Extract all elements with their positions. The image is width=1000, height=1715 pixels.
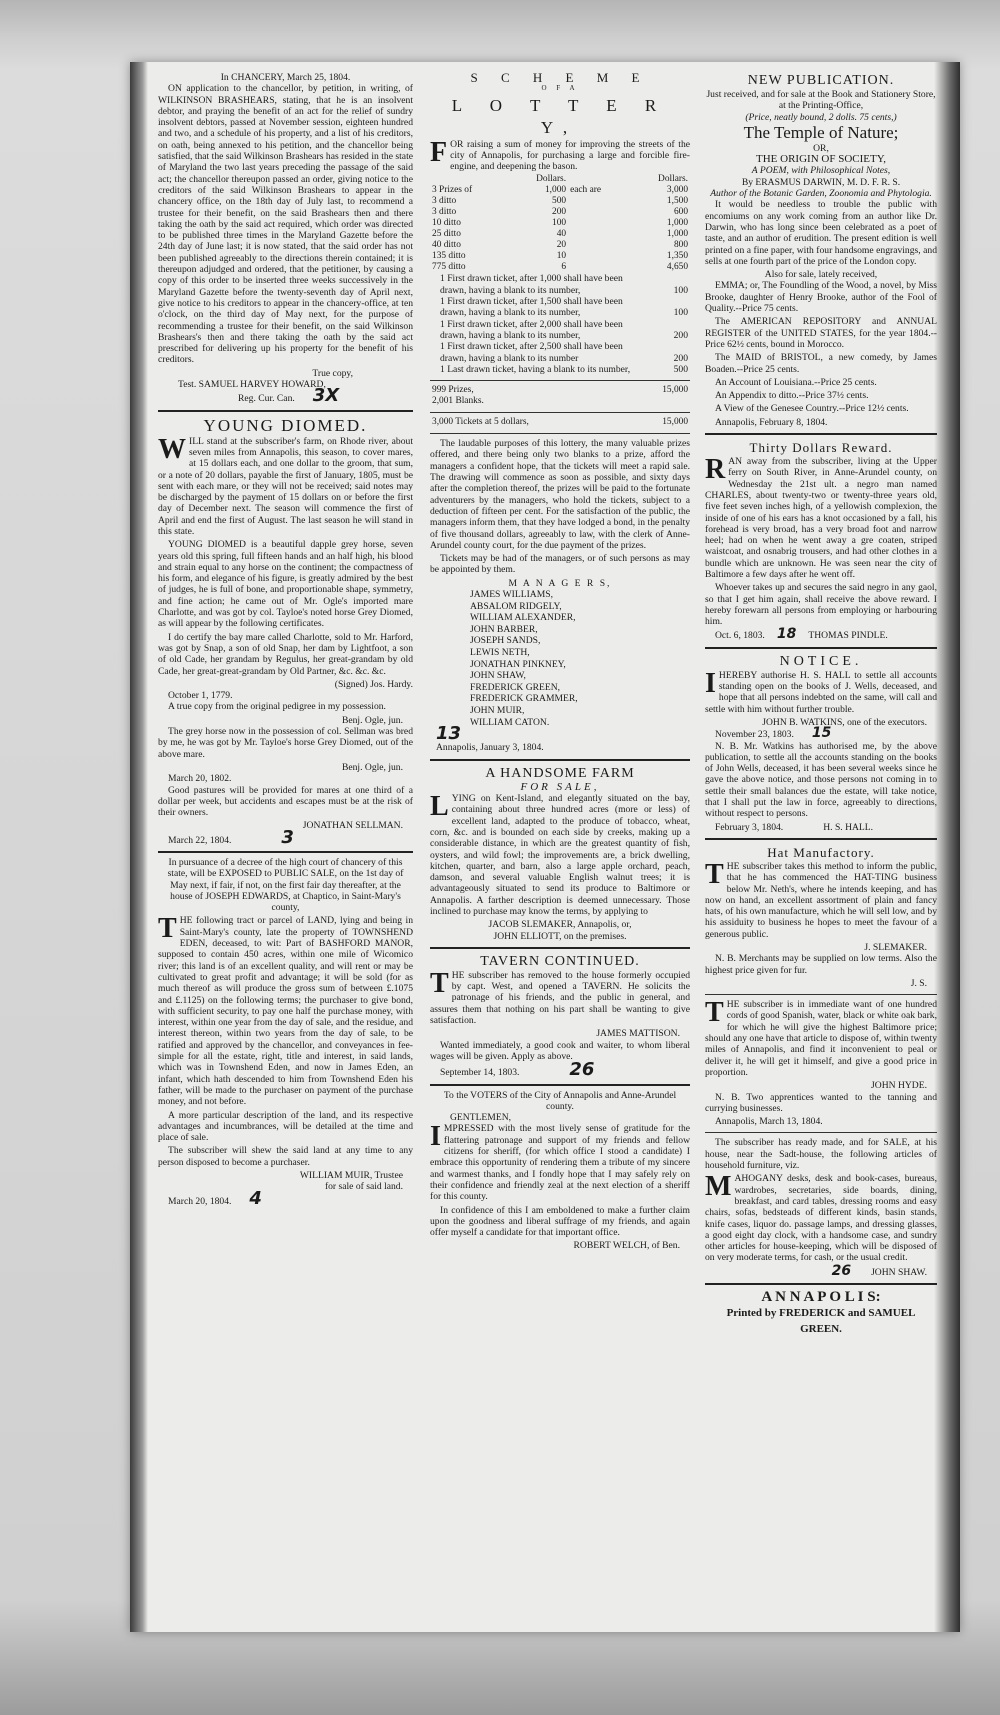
bark-date: Annapolis, March 13, 1804. (715, 1116, 823, 1128)
publication-body: It would be needless to trouble the public with encomiums on any work coming from an author like Dr. Darwin, who has long since been celebrated as a poet of taste, and an author of erudition. The present edition is well printed on a fine paper, with four handsome engravings, and sells at one fourth part of the price of the London copy. (705, 199, 937, 267)
page-shadow-left (130, 62, 148, 1632)
page-shadow-right (934, 62, 960, 1632)
prize-table-header-amount: Dollars. (536, 174, 567, 185)
summary-tickets-total: 15,000 (662, 417, 688, 428)
prize-row (430, 262, 690, 273)
divider (705, 1132, 937, 1133)
divider (705, 1283, 937, 1285)
prize-amount: 6 (561, 262, 567, 273)
prize-row (430, 229, 690, 240)
dropcap: M (705, 1171, 732, 1203)
voters-body (430, 1123, 690, 1202)
young-diomed-sig3: JONATHAN SELLMAN. (302, 820, 403, 832)
publication-author: Author of the Botanic Garden, Zoonomia and Phytologia. (710, 188, 932, 200)
prize-total: 3,000 (666, 185, 688, 196)
divider (158, 410, 413, 412)
summary-row (430, 385, 690, 396)
publication-item6: A View of the Genesee Country.--Price 12½ cents. (715, 403, 909, 415)
summary-row (430, 396, 690, 407)
publication-item3: The MAID of BRISTOL, a new comedy, by James Boaden.--Price 25 cents. (705, 352, 937, 375)
furniture-body (705, 1173, 937, 1263)
summary-blanks: 2,001 Blanks. (432, 396, 484, 407)
prize-qty: 40 ditto (432, 240, 461, 251)
summary-row (430, 417, 690, 428)
hat-heading: Hat Manufactory. (767, 844, 875, 860)
prize-qty: 3 ditto (432, 196, 457, 207)
tavern-body (430, 967, 690, 1027)
dropcap: F (430, 136, 448, 168)
farm-sig2: JOHN ELLIOTT, on the premises. (493, 930, 627, 942)
prize-total: 1,000 (666, 229, 688, 240)
notice-sig: JOHN B. WATKINS, one of the executors. (762, 716, 927, 728)
lottery-heading: L O T T E R Y, (451, 95, 669, 137)
publication-poem: A POEM, with Philosophical Notes, (751, 165, 891, 177)
hat-body (705, 858, 937, 940)
manager-name: FREDERICK GRAMMER, (470, 693, 578, 705)
prize-row (430, 196, 690, 207)
young-diomed-heading: YOUNG DIOMED. (203, 415, 368, 435)
prize-qty: 775 ditto (432, 262, 466, 273)
prize-total: 4,650 (666, 262, 688, 273)
prize-each (568, 251, 630, 262)
drawn-ticket-text: 1 First drawn ticket, after 1,500 shall have been drawn, having a blank to its number, (440, 296, 623, 319)
prize-amount: 20 (556, 240, 567, 251)
prize-each (568, 218, 630, 229)
chancery-heading: In CHANCERY, March 25, 1804. (220, 72, 351, 83)
prize-each: each are (570, 185, 602, 196)
publication-heading: NEW PUBLICATION. (747, 73, 895, 88)
prize-each (568, 240, 630, 251)
publication-item5: An Appendix to ditto.--Price 37½ cents. (715, 390, 869, 402)
dropcap: I (705, 667, 716, 699)
prize-rows (430, 185, 690, 273)
young-diomed-body2: YOUNG DIOMED is a beautiful dapple grey horse, seven years old this spring, full fifteen hands and an half high, his blood and strain equal to any horse on the continent; the compactness of his form, and elegance of his figure, is greatly admired by the best of judges, he is full of bone, and proportionable shape, symmetry, and fine action; he came out of Mr. Ogle's imported mare Charlotte, and was got by col. Tayloe's noted horse Grey Diomed, as will appear by the following certificates. (158, 539, 413, 630)
prize-qty: 25 ditto (432, 229, 461, 240)
prize-qty: 135 ditto (432, 251, 466, 262)
manager-name: LEWIS NETH, (470, 646, 530, 658)
imprint-printer2: GREEN. (800, 1323, 842, 1336)
furniture-footer (705, 1262, 937, 1279)
prize-each (568, 196, 630, 207)
scheme-heading: S C H E M E (470, 72, 650, 85)
notice-date-text: November 23, 1803. (715, 729, 794, 741)
sale-sig: WILLIAM MUIR, Trustee (299, 1170, 403, 1182)
prize-table-header (430, 174, 690, 185)
chancery-test: Test. SAMUEL HARVEY HOWARD, (178, 379, 326, 391)
tavern-heading: TAVERN CONTINUED. (480, 953, 640, 969)
young-diomed-signed: (Signed) Jos. Hardy. (334, 678, 413, 690)
dropcap: R (705, 454, 726, 486)
young-diomed-body1-text: ILL stand at the subscriber's farm, on Rhode river, about seven miles from Annapolis, this season, to cover mares, at 15 dollars each, and one dollar to the groom, that sum, or a note of 20 dollars, payable the first of January, 1805, must be sent with each mare, or they will not be received; said notes may be discharged by the payment of 15 dollars on or before the first day of December next. The season will commence the first of April and end the first of August. The last season he will stand in this state. (158, 435, 413, 537)
chancery-truecopy: True copy, (312, 367, 353, 379)
drawn-ticket-total: 100 (673, 284, 688, 296)
divider (430, 1084, 690, 1086)
young-diomed-body4: A true copy from the original pedigree in my possession. (168, 701, 386, 713)
hat-body-text: HE subscriber takes this method to inform the public, that he has commenced the HAT-TING business below Mr. Neth's, where he intends keeping, and has now on hand, an excellent assortment of plain and fancy hats, of his own manufacture, which he will sell low, and by his assiduity to business he hopes to meet the favour of a generous public. (705, 860, 937, 940)
divider (430, 759, 690, 761)
publication-by: By ERASMUS DARWIN, M. D. F. R. S. (741, 176, 901, 188)
prize-table (430, 174, 690, 273)
drawn-ticket-row (430, 273, 690, 296)
notice-body2: N. B. Mr. Watkins has authorised me, by the above publication, to settle all the accounts standing on the books of John Wells, deceased, it has been several weeks since he gave the above notice, and those persons not coming in to settle their small balances due the estate, will take notice, that I shall put the law in force, agreeably to directions, without respect to persons. (705, 740, 937, 820)
prize-amount: 10 (556, 251, 567, 262)
drawn-ticket-total: 200 (673, 329, 688, 341)
dropcap: I (430, 1121, 441, 1153)
column-right (705, 72, 937, 1617)
furniture-intro: The subscriber has ready made, and for SALE, at his house, near the Sadt-house, the following articles of household furniture, viz. (705, 1137, 937, 1172)
farm-body-text: YING on Kent-Island, and elegantly situated on the bay, containing about three hundred acres (more or less) of excellent land, adapted to the produce of tobacco, wheat, corn, &c. and is bounded on each side by creeks, making up a considerable distance, in which are the greatest quantity of fish, oysters, and wild fowl; the improvements are, a brick dwelling, kitchen, quarter, and barn, also a large apple orchard, peach, damson, and several valuable English walnut trees; it is advantageously situated to send its produce to Baltimore or Annapolis. A farther description is deemed unnecessary. Those inclined to purchase may know the terms, by applying to (430, 793, 690, 917)
column-middle (430, 72, 690, 1617)
lottery-date (430, 723, 690, 754)
prize-amount: 1,000 (544, 185, 567, 196)
divider (705, 433, 937, 435)
drawn-ticket-text: 1 Last drawn ticket, having a blank to its number, (440, 363, 631, 375)
drawn-ticket-row (430, 364, 690, 375)
handwritten-mark: 18 (776, 626, 797, 643)
chancery-body: ON application to the chancellor, by petition, in writing, of WILKINSON BRASHEARS, stating, that he is an insolvent debtor, and praying the benefit of an act for the relief of sundry insolvent debtors, passed at November session, eighteen hundred and two, and a schedule of his property, and a list of his creditors, on oath, being annexed to his petition, and the chancellor being satisfied, that the said Wilkinson Brashears has resided in the state of Maryland the two last years preceding the passage of the said act; the chancellor thereupon passed an order, giving notice to the creditors of the said Wilkinson Brashears to appear in the chancery office, on the 18th day of July last, to recommend a trustee for their benefit, on the said Brashears then and there taking the oath by the said act required, which order was directed to be published three times in the Maryland Gazette before the 24th day of June last; it is now stated, that the said order has not been published agreeably to the directions therein contained; it is thereupon adjudged and ordered, that the petitioner, by causing a copy of this order to be inserted three weeks successively in the Maryland Gazette before the twenty-seventh day of April next, give notice to his creditors to appear in the chancery-office, at ten o'clock, on the third day of May next, for the purpose of recommending a trustee for their benefit, on the said Wilkinson Brashears's then and there taking the oath by the said act prescribed for delivering up his property for the benefit of his creditors. (158, 83, 413, 366)
bark-nb: N. B. Two apprentices wanted to the tanning and currying businesses. (705, 1091, 937, 1114)
young-diomed-date3-text: March 22, 1804. (168, 834, 232, 846)
scheme-of: O F A (541, 84, 579, 93)
manager-name: JOSEPH SANDS, (470, 635, 541, 647)
prize-total: 800 (673, 240, 688, 251)
drawn-rows (430, 273, 690, 375)
young-diomed-date1: October 1, 1779. (168, 690, 233, 702)
hat-sig: J. SLEMAKER. (864, 942, 927, 953)
imprint-place: A N N A P O L I S: (761, 1289, 881, 1306)
prize-amount: 100 (552, 218, 567, 229)
manager-name: JAMES WILLIAMS, (470, 589, 553, 601)
ticket-summary (430, 417, 690, 428)
publication-item2: The AMERICAN REPOSITORY and ANNUAL REGISTER of the UNITED STATES, for the year 1804.--Price 62½ cents, bound in Morocco. (705, 316, 937, 350)
sale-body1-text: HE following tract or parcel of LAND, lying and being in Saint-Mary's county, late the property of TOWNSHEND EDEN, deceased, to wit: Part of BASHFORD MANOR, supposed to contain 450 acres, within one mile of Wicomico river; this land is of an excellent quality, and will rent or may be cultivated to great profit and advantage; it will be sold (for as much thereof as will produce the gross sum of between £.1075 and £.1125) on the following terms; the purchaser to give bond, with sufficient security, to pay one half the purchase money, with interest, within one year from the day of sale, and the residue, and interest thereon, within two years from the day of sale, to be ratified and approved by the chancellor, and conveyances in fee-simple for all the estate, right, title and interest, in said lands, which was in Townshend Eden, and now in James Eden, an infant, which hath descended to him from Townshend Eden his father, will be made to the purchaser on payment of the purchase money, and not before. (158, 915, 413, 1108)
sale-date-text: March 20, 1804. (168, 1195, 232, 1207)
imprint-printer: Printed by FREDERICK and SAMUEL (726, 1307, 916, 1320)
lottery-body2: Tickets may be had of the managers, or of such persons as may be appointed by them. (430, 553, 690, 576)
handwritten-mark: 3X (312, 385, 340, 407)
drawn-ticket-text: 1 First drawn ticket, after 1,000 shall have been drawn, having a blank to its number, (440, 273, 623, 296)
dropcap: T (705, 858, 724, 890)
reward-body2: Whoever takes up and secures the said negro in any gaol, so that I get him again, shall receive the above reward. I hereby forewarn all persons from employing or harbouring him. (705, 582, 937, 628)
handwritten-mark: 13 (436, 723, 462, 745)
summary-prizes-total: 15,000 (662, 385, 688, 396)
prize-row (430, 218, 690, 229)
prize-total: 1,350 (666, 251, 688, 262)
publication-also: Also for sale, lately received, (764, 269, 878, 281)
dropcap: L (430, 791, 449, 823)
divider (430, 433, 690, 434)
farm-heading: A HANDSOME FARM (485, 765, 635, 781)
sale-intro: In pursuance of a decree of the high court of chancery of this state, will be EXPOSED to PUBLIC SALE, on the 1st day of May next, if fair, if not, on the first fair day thereafter, at the house of JOSEPH EDWARDS, at Chaptico, in Saint-Mary's county, (167, 857, 404, 914)
manager-name: JOHN MUIR, (470, 704, 525, 716)
drawn-ticket-row (430, 296, 690, 319)
voters-gent: GENTLEMEN, (450, 1112, 512, 1124)
manager-name: ABSALOM RIDGELY, (470, 600, 562, 612)
lottery-date-text: Annapolis, January 3, 1804. (436, 742, 544, 754)
handwritten-mark: 4 (249, 1187, 262, 1209)
dropcap: T (158, 913, 177, 945)
reward-sig: THOMAS PINDLE. (808, 630, 888, 642)
prize-total: 1,500 (666, 196, 688, 207)
voters-body-text: MPRESSED with the most lively sense of gratitude for the flattering patronage and support of my friends and fellow citizens for sheriff, (for which office I stood a candidate) I embrace this opportunity of rendering them a tribute of my sincere and warmest thanks, and I fondly hope that I may safely rely on their confidence and friendly zeal at the next election of a sheriff for this county. (430, 1123, 690, 1203)
publication-intro: Just received, and for sale at the Book and Stationery Store, at the Printing-Office, (706, 89, 936, 112)
reward-date: Oct. 6, 1803. (715, 630, 765, 642)
divider (430, 380, 690, 381)
prize-qty: 3 Prizes of (432, 185, 473, 196)
prize-row (430, 251, 690, 262)
young-diomed-body1 (158, 433, 413, 538)
prize-table-header-total: Dollars. (658, 174, 688, 185)
young-diomed-body5: The grey horse now in the possession of col. Sellman was bred by me, he was got by Mr. Tayloe's horse Grey Diomed, out of the above mare. (158, 726, 413, 760)
furniture-body-text: AHOGANY desks, desk and book-cases, bureaus, wardrobes, secretaries, side boards, dining, breakfast, and card tables, dressing rooms and easy chairs, sofas, bedsteads of different kinds, basin stands, knife cases, liquor do. passage lamps, and dressing glasses, a good eight day clock, with a handsome case, and sundry other articles for house-keeping, which will be disposed of on very moderate terms, for cash, or the usual credit. (705, 1173, 937, 1264)
prize-row (430, 240, 690, 251)
prize-each (568, 262, 630, 273)
divider (705, 994, 937, 995)
publication-sub: THE ORIGIN OF SOCIETY, (756, 153, 886, 166)
prize-qty: 3 ditto (432, 207, 457, 218)
manager-name: FREDERICK GREEN, (470, 681, 561, 693)
notice-heading: NOTICE. (779, 653, 863, 669)
prize-table-header-qty (430, 174, 508, 185)
notice-date (705, 725, 937, 742)
divider (705, 647, 937, 649)
tavern-date-text: September 14, 1803. (440, 1067, 520, 1079)
bark-body-text: HE subscriber is in immediate want of one hundred cords of good Spanish, water, black or white oak bark, for which he will give the highest Baltimore price; should any one have that article to dispose of, within twenty miles of Annapolis, and find it inconvenient to peal or deliver it, he will get it himself, and give a good price in proportion. (705, 999, 937, 1078)
divider (705, 838, 937, 840)
managers-list (430, 589, 690, 728)
sale-sig2: for sale of said land. (324, 1181, 403, 1193)
tavern-sig: JAMES MATTISON. (596, 1028, 680, 1040)
summary-blank-cell (600, 396, 690, 407)
prize-amount: 500 (552, 196, 567, 207)
prize-amount: 40 (556, 229, 567, 240)
summary-tickets: 3,000 Tickets at 5 dollars, (432, 417, 529, 428)
notice-body-text: HEREBY authorise H. S. HALL to settle all accounts standing open on the books of J. Wells, deceased, and hope that all persons indebted on the same, will call and settle with him without further trouble. (705, 669, 937, 715)
managers-heading: M A N A G E R S, (508, 577, 612, 589)
manager-name: JONATHAN PINKNEY, (470, 658, 566, 670)
manager-name: WILLIAM ALEXANDER, (470, 612, 576, 624)
voters-heading: To the VOTERS of the City of Annapolis and Anne-Arundel county. (443, 1089, 677, 1112)
drawn-ticket-row (430, 319, 690, 342)
reward-footer (705, 626, 937, 643)
voters-body2: In confidence of this I am emboldened to make a further claim upon the goodness and liberal suffrage of my friends, and again offer myself a candidate for that important office. (430, 1204, 690, 1239)
sale-body2: A more particular description of the land, and its respective advantages and incumbrances, will be detailed at the time and place of sale. (158, 1109, 413, 1144)
divider (430, 412, 690, 413)
publication-price: (Price, neatly bound, 2 dolls. 75 cents,) (745, 111, 897, 123)
handwritten-mark: 26 (569, 1059, 595, 1081)
publication-title: The Temple of Nature; (743, 122, 899, 142)
farm-body (430, 793, 690, 917)
drawn-ticket-text: 1 First drawn ticket, after 2,500 shall have been drawn, having a blank to its number (440, 341, 623, 364)
manager-name: JOHN BARBER, (470, 623, 538, 635)
tavern-date (430, 1059, 690, 1081)
lottery-body: The laudable purposes of this lottery, the many valuable prizes offered, and there being only two blanks to a prize, afford the managers a confident hope, that the tickets will meet a rapid sale. The drawing will commence as soon as possible, and sixty days after the completion thereof, the prizes will be paid to the fortunate adventurers by the managers, who hold the tickets, subject to a deduction of fifteen per cent. For the satisfaction of the public, the managers inform them, that they have lodged a bond, in the penalty of five thousand dollars, agreeably to law, with the clerk of Anne-Arundel county court, for the due payment of the prizes. (430, 438, 690, 551)
young-diomed-date2: March 20, 1802. (168, 773, 232, 785)
prize-total: 1,000 (666, 218, 688, 229)
notice-sig2: H. S. HALL. (823, 821, 874, 833)
young-diomed-sig2: Benj. Ogle, jun. (341, 761, 403, 773)
drawn-ticket-total: 500 (673, 363, 688, 375)
chancery-reg-text: Reg. Cur. Can. (238, 393, 295, 405)
young-diomed-sig1: Benj. Ogle, jun. (341, 714, 403, 726)
dropcap: T (430, 967, 449, 999)
manager-name: JOHN SHAW, (470, 670, 526, 682)
reward-body (705, 456, 937, 580)
drawn-ticket-row (430, 341, 690, 364)
divider (430, 947, 690, 949)
handwritten-mark: 15 (811, 725, 832, 742)
manager-name: WILLIAM CATON. (470, 716, 550, 728)
prize-row (430, 185, 690, 196)
prize-total: 600 (673, 207, 688, 218)
notice-date2: February 3, 1804. (715, 821, 784, 833)
tavern-body-text: HE subscriber has removed to the house formerly occupied by capt. West, and opened a TAVERN. He solicits the patronage of his friends, and the public in general, and assures them that nothing on his part shall be wanting to give satisfaction. (430, 969, 690, 1027)
column-left (158, 72, 413, 1617)
drawn-ticket-total: 200 (673, 352, 688, 364)
prize-each (568, 207, 630, 218)
young-diomed-body6: Good pastures will be provided for mares at one third of a dollar per week, but accidents and escapes must be at the risk of their owners. (158, 784, 413, 819)
hat-nb: N. B. Merchants may be supplied on low terms. Also the highest price given for fur. (705, 953, 937, 976)
divider (158, 851, 413, 853)
dropcap: T (705, 997, 724, 1029)
handwritten-mark: 26 (831, 1262, 852, 1279)
prize-each (568, 229, 630, 240)
lottery-intro (430, 136, 690, 173)
publication-item4: An Account of Louisiana.--Price 25 cents. (715, 376, 877, 388)
tavern-body2: Wanted immediately, a good cook and waiter, to whom liberal wages will be given. Apply as above. (430, 1039, 690, 1062)
voters-sig: ROBERT WELCH, of Ben. (573, 1240, 680, 1252)
reward-heading: Thirty Dollars Reward. (749, 440, 893, 456)
bark-sig: JOHN HYDE. (871, 1080, 927, 1092)
furniture-sig: JOHN SHAW. (871, 1266, 927, 1278)
summary-prizes: 999 Prizes, (432, 385, 474, 396)
hat-nbsig: J. S. (910, 977, 927, 989)
bark-body (705, 999, 937, 1078)
drawn-ticket-text: 1 First drawn ticket, after 2,000 shall have been drawn, having a blank to its number, (440, 318, 623, 341)
lottery-intro-text: OR raising a sum of money for improving the streets of the city of Annapolis, for purchasing a large and forcible fire-engine, and deepening the bason. (450, 138, 690, 173)
publication-item1: EMMA; or, The Foundling of the Wood, a novel, by Miss Brooke, daughter of Henry Brooke, author of the Fool of Quality.--Price 75 cents. (705, 280, 937, 315)
publication-date: Annapolis, February 8, 1804. (715, 416, 828, 428)
drawn-ticket-total: 100 (673, 307, 688, 319)
reward-body-text: AN away from the subscriber, living at the Upper ferry on South River, in Anne-Arundel county, on Wednesday the 21st ult. a negro man named CHARLES, about twenty-two or twenty-three years old, five feet seven inches high, of a yellowish complexion, the inside of one of his ears has a knot occasioned by a fall, his forehead is very broad, has a very broad foot and narrow heel; had on when he went away a gre coaten, striped waistcoat, and osnabrig trousers, and had other clothes in a bundle which are unknown. He was seen near the city of Baltimore a few days after he went off. (705, 456, 937, 580)
prize-row (430, 207, 690, 218)
prize-qty: 10 ditto (432, 218, 461, 229)
publication-or: OR, (813, 142, 829, 154)
farm-subheading: FOR SALE, (520, 780, 600, 793)
prize-amount: 200 (552, 207, 567, 218)
dropcap: W (158, 433, 186, 465)
farm-sig1: JACOB SLEMAKER, Annapolis, or, (488, 919, 632, 931)
handwritten-mark: 3 (281, 826, 294, 848)
prize-table-header-each (568, 174, 630, 185)
prize-summary (430, 385, 690, 407)
sale-body3: The subscriber will shew the said land at any time to any person disposed to become a purchaser. (158, 1145, 413, 1168)
newspaper-page (130, 62, 960, 1632)
notice-footer (705, 822, 937, 833)
notice-body (705, 667, 937, 715)
young-diomed-body3: I do certify the bay mare called Charlotte, sold to Mr. Harford, was got by Snap, a son of old Snap, her dam by Lightfoot, a son of old Cade, her grandam by Regulus, her great-grandam by old Cade, her great-great-grandam by Old Partner, &c. &c. &c. (158, 631, 413, 677)
sale-body1 (158, 915, 413, 1107)
